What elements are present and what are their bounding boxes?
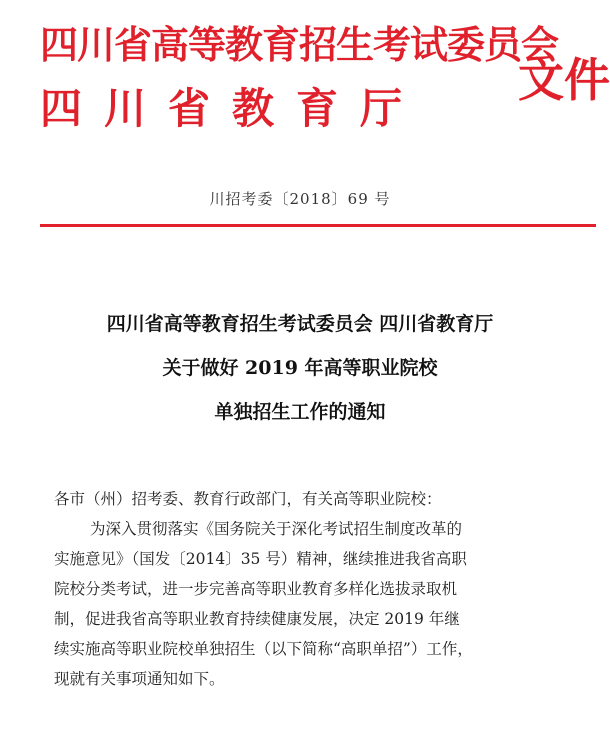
- issuer-line-2: 四川省教育厅: [40, 84, 425, 133]
- red-header: [40, 10, 610, 160]
- body-line: 现就有关事项通知如下。: [54, 670, 225, 688]
- title-line-2: 关于做好 2019 年高等职业院校: [162, 357, 438, 379]
- title-line-1: 四川省高等教育招生考试委员会 四川省教育厅: [106, 313, 494, 335]
- document-number: 川招考委〔2018〕69 号: [209, 190, 391, 208]
- document-body: [54, 484, 590, 694]
- document-title: [0, 302, 600, 434]
- document-type-label: 文件: [518, 53, 610, 107]
- title-line-3: 单独招生工作的通知: [214, 401, 386, 423]
- body-line: 制，促进我省高等职业教育持续健康发展，决定 2019 年继: [54, 610, 460, 628]
- body-line: 院校分类考试，进一步完善高等职业教育多样化选拔录取机: [54, 580, 458, 598]
- body-line: 实施意见》（国发〔2014〕35 号）精神，继续推进我省高职: [54, 550, 467, 568]
- salutation: 各市（州）招考委、教育行政部门，有关高等职业院校：: [54, 490, 442, 508]
- body-line: 续实施高等职业院校单独招生（以下简称“高职单招”）工作，: [54, 640, 473, 658]
- red-divider-line: [40, 224, 596, 227]
- issuer-line-1: 四川省高等教育招生考试委员会: [40, 23, 559, 67]
- body-line: 为深入贯彻落实《国务院关于深化考试招生制度改革的: [90, 520, 463, 538]
